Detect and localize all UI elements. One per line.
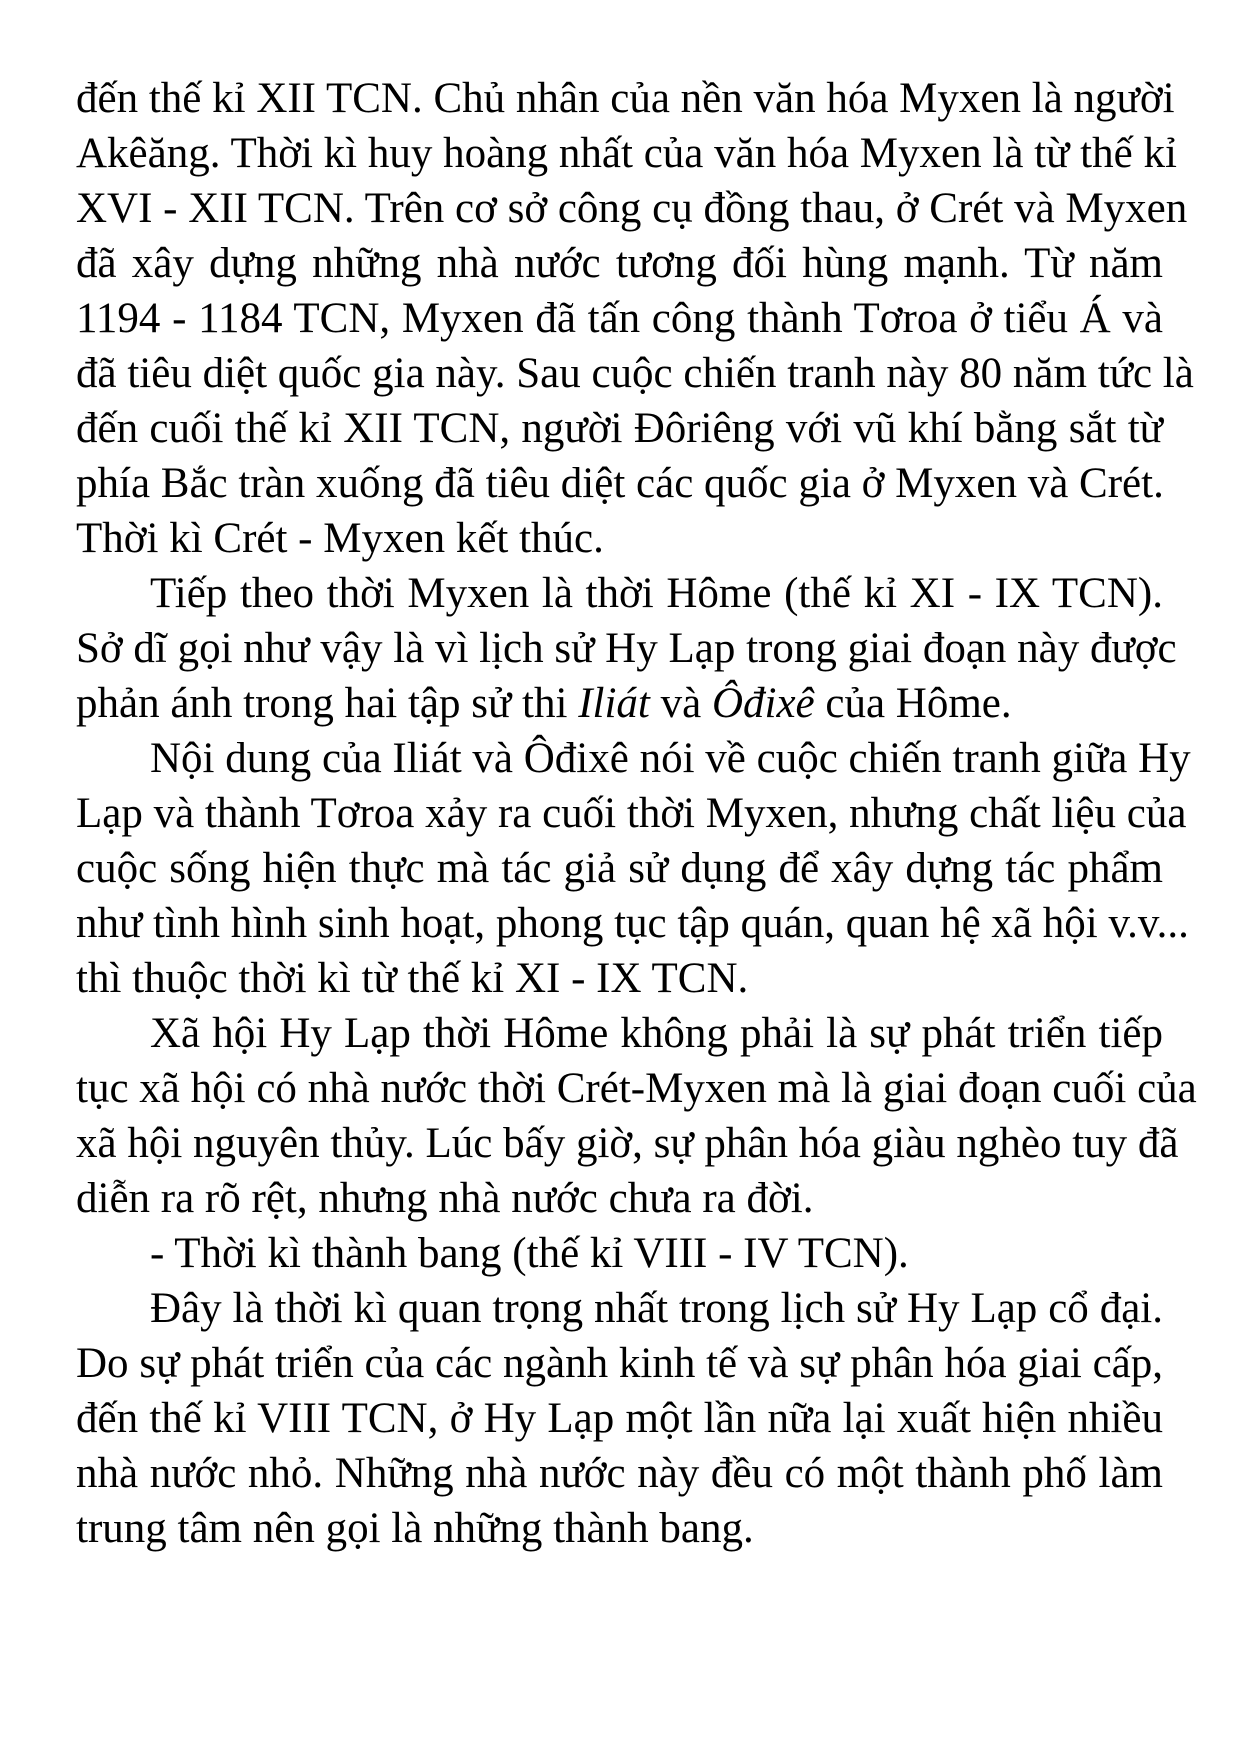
paragraph-3	[76, 731, 1191, 1006]
paragraph-4	[76, 1006, 1197, 1226]
text-line: như tình hình sinh hoạt, phong tục tập quán, quan hệ xã hội v.v...	[76, 900, 1189, 947]
paragraph-1	[76, 71, 1194, 566]
text-segment: phản ánh trong hai tập sử thi	[76, 680, 579, 727]
text-line: Xã hội Hy Lạp thời Hôme không phải là sự phát triển tiếp	[150, 1010, 1163, 1057]
text-line: đã xây dựng những nhà nước tương đối hùng mạnh. Từ năm	[76, 240, 1163, 287]
paragraph-2	[76, 566, 1177, 731]
text-line: trung tâm nên gọi là những thành bang.	[76, 1505, 754, 1552]
text-line: đến thế kỉ XII TCN. Chủ nhân của nền văn hóa Myxen là người	[76, 75, 1175, 122]
text-line: Do sự phát triển của các ngành kinh tế và sự phân hóa giai cấp,	[76, 1340, 1163, 1387]
text-segment: và	[649, 680, 712, 727]
text-line: xã hội nguyên thủy. Lúc bấy giờ, sự phân hóa giàu nghèo tuy đã	[76, 1120, 1179, 1167]
text-line: Thời kì Crét - Myxen kết thúc.	[76, 515, 604, 562]
text-line: Đây là thời kì quan trọng nhất trong lịch sử Hy Lạp cổ đại.	[150, 1285, 1163, 1332]
italic-title-odixe: Ôđixê	[711, 680, 815, 727]
text-line: 1194 - 1184 TCN, Myxen đã tấn công thành Tơroa ở tiểu Á và	[76, 295, 1163, 342]
text-line: thì thuộc thời kì từ thế kỉ XI - IX TCN.	[76, 955, 749, 1002]
text-line: đến thế kỉ VIII TCN, ở Hy Lạp một lần nữa lại xuất hiện nhiều	[76, 1395, 1163, 1442]
paragraph-6	[76, 1281, 1163, 1556]
text-line: XVI - XII TCN. Trên cơ sở công cụ đồng thau, ở Crét và Myxen	[76, 185, 1188, 232]
text-line: Nội dung của Iliát và Ôđixê nói về cuộc chiến tranh giữa Hy	[150, 735, 1191, 782]
text-line: tục xã hội có nhà nước thời Crét-Myxen mà là giai đoạn cuối của	[76, 1065, 1197, 1112]
text-line: nhà nước nhỏ. Những nhà nước này đều có một thành phố làm	[76, 1450, 1163, 1497]
text-line: đã tiêu diệt quốc gia này. Sau cuộc chiến tranh này 80 năm tức là	[76, 350, 1194, 397]
text-line: Sở dĩ gọi như vậy là vì lịch sử Hy Lạp trong giai đoạn này được	[76, 625, 1177, 672]
section-heading-line: - Thời kì thành bang (thế kỉ VIII - IV TCN).	[150, 1230, 909, 1277]
italic-title-iliat: Iliát	[578, 680, 650, 727]
paragraph-5-section-heading	[76, 1226, 1163, 1281]
text-line	[76, 676, 1163, 731]
text-line: Tiếp theo thời Myxen là thời Hôme (thế kỉ XI - IX TCN).	[150, 570, 1163, 617]
text-line: phía Bắc tràn xuống đã tiêu diệt các quốc gia ở Myxen và Crét.	[76, 460, 1164, 507]
text-line: đến cuối thế kỉ XII TCN, người Đôriêng với vũ khí bằng sắt từ	[76, 405, 1163, 452]
text-line: Akêăng. Thời kì huy hoàng nhất của văn hóa Myxen là từ thế kỉ	[76, 130, 1177, 177]
text-segment: của Hôme.	[814, 680, 1012, 727]
document-page	[76, 71, 1197, 1556]
text-line: Lạp và thành Tơroa xảy ra cuối thời Myxen, nhưng chất liệu của	[76, 790, 1187, 837]
text-line: diễn ra rõ rệt, nhưng nhà nước chưa ra đời.	[76, 1175, 814, 1222]
text-line: cuộc sống hiện thực mà tác giả sử dụng để xây dựng tác phẩm	[76, 845, 1163, 892]
